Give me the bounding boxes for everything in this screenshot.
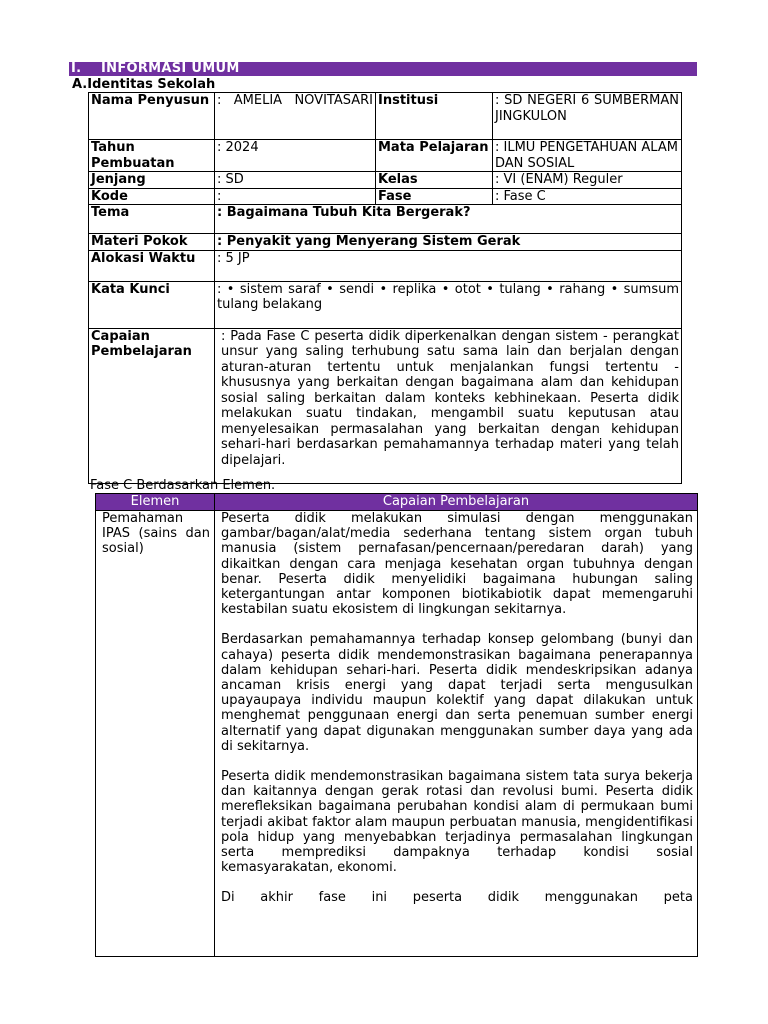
- table-row: [89, 328, 682, 483]
- header-elemen: Elemen: [96, 494, 215, 511]
- table-row: [89, 205, 682, 234]
- capaian-paragraph: Peserta didik mendemonstrasikan bagaimana sistem tata surya bekerja dan kaitannya dengan gerak rotasi dan revolusi bumi. Peserta didik merefleksikan bagaimana perubahan kondisi alam di permukaan bumi terjadi akibat faktor alam maupun perbuatan manusia, mengidentifikasi pola hidup yang menyebabkan terjadinya permasalahan lingkungan serta memprediksi dampaknya terhadap kondisi sosial kemasyarakatan, ekonomi.: [221, 769, 693, 876]
- table-row: [89, 250, 682, 281]
- table-row: [89, 93, 682, 140]
- table-row: [89, 188, 682, 205]
- kata-kunci-label: Kata Kunci: [89, 281, 215, 328]
- capaian-paragraph: Di akhir fase ini peserta didik menggunakan peta: [221, 890, 693, 906]
- tahun-value: : 2024: [215, 140, 376, 172]
- header-capaian: Capaian Pembelajaran: [215, 494, 698, 511]
- capaian-body: [215, 511, 698, 957]
- kata-kunci-value: : • sistem saraf • sendi • replika • otot • tulang • rahang • sumsum tulang belakang: [215, 281, 682, 328]
- jenjang-value: : SD: [215, 172, 376, 189]
- materi-label: Materi Pokok: [89, 234, 215, 251]
- nama-label: Nama Penyusun: [89, 93, 215, 140]
- institusi-value: : SD NEGERI 6 SUMBERMANJINGKULON: [493, 93, 682, 140]
- section-title: INFORMASI UMUM: [101, 61, 240, 76]
- fase-caption: Fase C Berdasarkan Elemen.: [90, 478, 276, 493]
- tema-label: Tema: [89, 205, 215, 234]
- table-row: [89, 281, 682, 328]
- mapel-value: : ILMU PENGETAHUAN ALAM DAN SOSIAL: [493, 140, 682, 172]
- table-row: [89, 234, 682, 251]
- alokasi-label: Alokasi Waktu: [89, 250, 215, 281]
- alokasi-value: : 5 JP: [215, 250, 682, 281]
- elemen-name: Pemahaman IPAS (sains dan sosial): [96, 511, 215, 957]
- capaian-paragraph: Peserta didik melakukan simulasi dengan menggunakan gambar/bagan/alat/media sederhana tentang sistem organ tubuh manusia (sistem pernafasan/pencernaan/peredaran darah) yang dikaitkan dengan cara menjaga kesehatan organ tubuhnya dengan benar. Peserta didik menyelidiki bagaimana hubungan saling ketergantungan antar komponen biotikabiotik dapat memengaruhi kestabilan suatu ekosistem di lingkungan sekitarnya.: [221, 511, 693, 618]
- subsection-title: A.Identitas Sekolah: [72, 77, 216, 92]
- fase-label: Fase: [376, 188, 493, 205]
- kode-label: Kode: [89, 188, 215, 205]
- table-row: [89, 172, 682, 189]
- table-row: [89, 140, 682, 172]
- section-heading: [69, 62, 697, 76]
- capaian-value: : Pada Fase C peserta didik diperkenalkan dengan sistem - perangkat unsur yang saling terhubung satu sama lain dan berjalan dengan aturan-aturan tertentu untuk menjalankan fungsi tertentu - khususnya yang berkaitan dengan bagaimana alam dan kehidupan sosial saling berkaitan dalam konteks kebhinekaan. Peserta didik melakukan suatu tindakan, mengambil suatu keputusan atau menyelesaikan permasalahan yang berkaitan dengan kehidupan sehari-hari berdasarkan pemahamannya terhadap materi yang telah dipelajari.: [215, 328, 682, 483]
- capaian-label: Capaian Pembelajaran: [89, 328, 215, 483]
- tahun-label: Tahun Pembuatan: [89, 140, 215, 172]
- jenjang-label: Jenjang: [89, 172, 215, 189]
- fase-value: : Fase C: [493, 188, 682, 205]
- nama-value: : AMELIA NOVITASARI: [215, 93, 376, 140]
- kode-value: :: [215, 188, 376, 205]
- materi-value: : Penyakit yang Menyerang Sistem Gerak: [215, 234, 682, 251]
- kelas-label: Kelas: [376, 172, 493, 189]
- kelas-value: : VI (ENAM) Reguler: [493, 172, 682, 189]
- capaian-paragraph: Berdasarkan pemahamannya terhadap konsep gelombang (bunyi dan cahaya) peserta didik mendemonstrasikan bagaimana penerapannya dalam kehidupan sehari-hari. Peserta didik mendeskripsikan adanya ancaman krisis energi yang dapat terjadi serta mengusulkan upayaupaya individu maupun kolektif yang dapat dilakukan untuk menghemat penggunaan energi dan serta penemuan sumber energi alternatif yang dapat digunakan menggunakan sumber daya yang ada di sekitarnya.: [221, 632, 693, 754]
- table-header-row: [96, 494, 698, 511]
- elements-table: [95, 493, 698, 957]
- mapel-label: Mata Pelajaran: [376, 140, 493, 172]
- identity-table: [88, 92, 682, 484]
- tema-value: : Bagaimana Tubuh Kita Bergerak?: [215, 205, 682, 234]
- section-number: I.: [71, 61, 82, 76]
- table-row: [96, 511, 698, 957]
- institusi-label: Institusi: [376, 93, 493, 140]
